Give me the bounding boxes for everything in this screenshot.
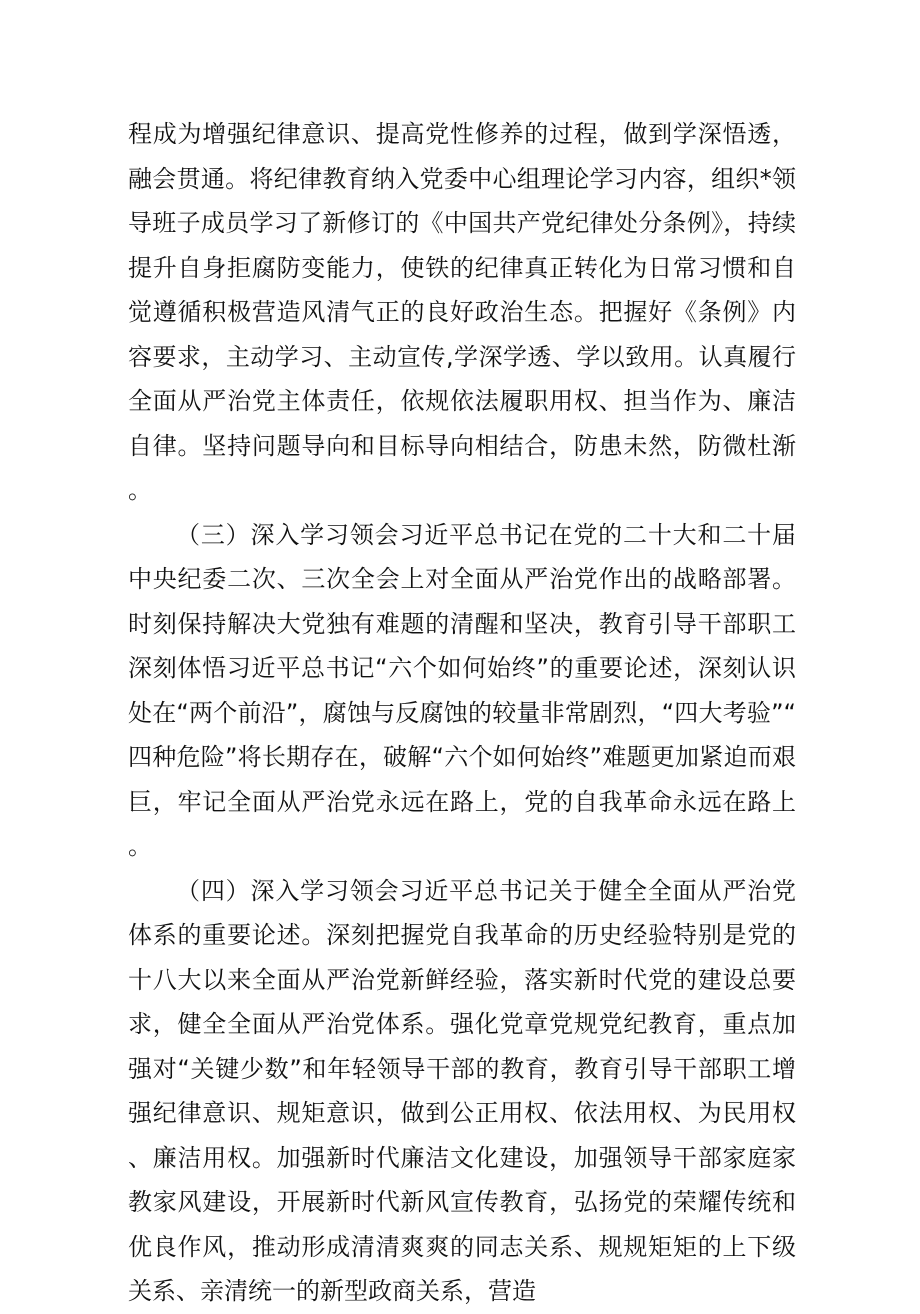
paragraph-3-section-four: （四）深入学习领会习近平总书记关于健全全面从严治党体系的重要论述。深刻把握党自我革命的历史经验特别是党的十八大以来全面从严治党新鲜经验，落实新时代党的建设总要求，健全全面从严治党体系。强化党章党规党纪教育，重点加强对“关键少数”和年轻领导干部的教育，教育引导干部职工增强纪律意识、规矩意识，做到公正用权、依法用权、为民用权、廉洁用权。加强新时代廉洁文化建设，加强领导干部家庭家教家风建设，开展新时代新风宣传教育，弘扬党的荣耀传统和优良作风，推动形成清清爽爽的同志关系、规规矩矩的上下级关系、亲清统一的新型政商关系，营造 (128, 876, 796, 1305)
document-page (128, 112, 796, 1314)
paragraph-1: 程成为增强纪律意识、提高党性修养的过程，做到学深悟透，融会贯通。将纪律教育纳入党委中心组理论学习内容，组织*领导班子成员学习了新修订的《中国共产党纪律处分条例》，持续提升自身拒腐防变能力，使铁的纪律真正转化为日常习惯和自觉遵循积极营造风清气正的良好政治生态。把握好《条例》内容要求，主动学习、主动宣传,学深学透、学以致用。认真履行全面从严治党主体责任，依规依法履职用权、担当作为、廉洁自律。坚持问题导向和目标导向相结合，防患未然，防微杜渐。 (128, 120, 796, 504)
paragraph-2-section-three: （三）深入学习领会习近平总书记在党的二十大和二十届中央纪委二次、三次全会上对全面从严治党作出的战略部署。时刻保持解决大党独有难题的清醒和坚决，教育引导干部职工深刻体悟习近平总书记“六个如何始终”的重要论述，深刻认识处在“两个前沿”，腐蚀与反腐蚀的较量非常剧烈，“四大考验”“四种危险”将长期存在，破解“六个如何始终”难题更加紧迫而艰巨，牢记全面从严治党永远在路上，党的自我革命永远在路上。 (128, 520, 796, 860)
